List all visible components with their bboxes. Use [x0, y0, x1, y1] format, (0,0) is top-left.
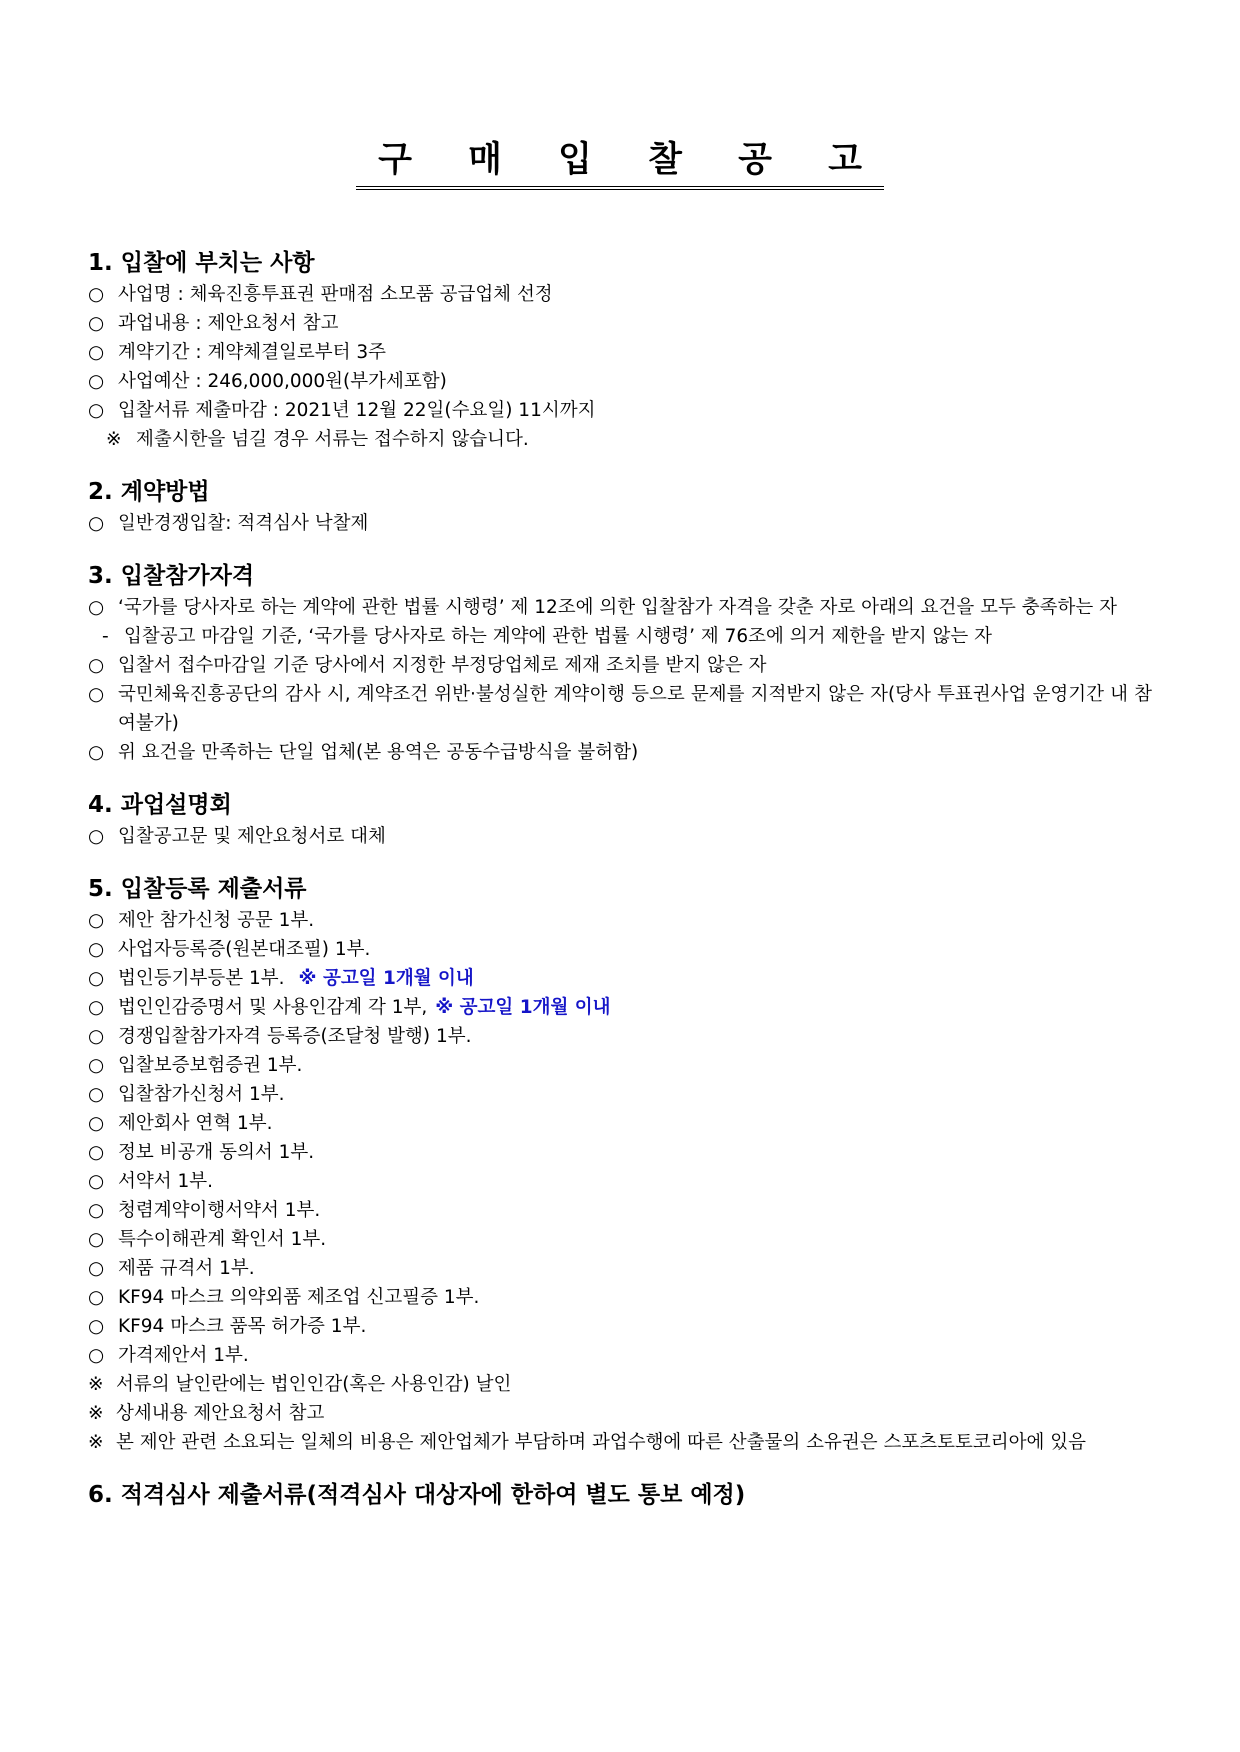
item-text: 제안 참가신청 공문 1부. — [118, 910, 315, 931]
circle-bullet-icon: ○ — [88, 342, 105, 363]
item-text: 가격제안서 1부. — [118, 1345, 249, 1366]
item-text: 사업명 : 체육진흥투표권 판매점 소모품 공급업체 선정 — [118, 284, 553, 305]
section-heading: 2. 계약방법 — [88, 479, 210, 505]
item-text: KF94 마스크 의약외품 제조업 신고필증 1부. — [118, 1287, 480, 1308]
note-item — [88, 1428, 1152, 1457]
item-text: 입찰공고 마감일 기준, ‘국가를 당사자로 하는 계약에 관한 법률 시행령’ 제 76조에 의거 제한을 받지 않는 자 — [124, 626, 992, 647]
list-item — [88, 1283, 1152, 1312]
title-block — [0, 140, 1240, 190]
reference-mark-icon: ※ — [88, 1403, 104, 1424]
list-item — [88, 935, 1152, 964]
list-item — [88, 738, 1152, 767]
list-item — [88, 1341, 1152, 1370]
list-item — [88, 1138, 1152, 1167]
page-title: 구 매 입 찰 공 고 — [356, 140, 884, 190]
circle-bullet-icon: ○ — [88, 997, 105, 1018]
item-text: 일반경쟁입찰: 적격심사 낙찰제 — [118, 513, 369, 534]
list-item — [88, 906, 1152, 935]
circle-bullet-icon: ○ — [88, 284, 105, 305]
item-text: 정보 비공개 동의서 1부. — [118, 1142, 315, 1163]
list-item — [88, 1254, 1152, 1283]
circle-bullet-icon: ○ — [88, 910, 105, 931]
note-item — [88, 425, 1152, 454]
list-item — [88, 1080, 1152, 1109]
list-item — [88, 993, 1152, 1022]
list-item — [88, 1022, 1152, 1051]
item-text: 본 제안 관련 소요되는 일체의 비용은 제안업체가 부담하며 과업수행에 따른 산출물의 소유권은 스포츠토토코리아에 있음 — [116, 1432, 1087, 1453]
circle-bullet-icon: ○ — [88, 1258, 105, 1279]
section-heading: 6. 적격심사 제출서류(적격심사 대상자에 한하여 별도 통보 예정) — [88, 1482, 746, 1508]
list-item — [88, 1167, 1152, 1196]
item-text: 사업예산 : 246,000,000원(부가세포함) — [118, 371, 447, 392]
list-item — [88, 1225, 1152, 1254]
list-item — [88, 367, 1152, 396]
item-text: 제품 규격서 1부. — [118, 1258, 255, 1279]
circle-bullet-icon: ○ — [88, 1287, 105, 1308]
list-item — [88, 1051, 1152, 1080]
list-item — [88, 1196, 1152, 1225]
item-text: 법인인감증명서 및 사용인감계 각 1부, — [118, 997, 428, 1018]
list-item — [88, 651, 1152, 680]
item-text: 국민체육진흥공단의 감사 시, 계약조건 위반·불성실한 계약이행 등으로 문제를 지적받지 않은 자(당사 투표권사업 운영기간 내 참여불가) — [118, 684, 1152, 734]
list-item — [88, 964, 1152, 993]
item-text: 계약기간 : 계약체결일로부터 3주 — [118, 342, 386, 363]
section-briefing — [88, 788, 1152, 851]
highlight-note: ※ 공고일 1개월 이내 — [435, 997, 611, 1018]
reference-mark-icon: ※ — [88, 1432, 104, 1453]
circle-bullet-icon: ○ — [88, 513, 105, 534]
item-text: 경쟁입찰참가자격 등록증(조달청 발행) 1부. — [118, 1026, 472, 1047]
item-text: 사업자등록증(원본대조필) 1부. — [118, 939, 371, 960]
dash-bullet-icon: - — [102, 626, 109, 647]
document-body — [88, 246, 1152, 1533]
circle-bullet-icon: ○ — [88, 826, 105, 847]
item-text: ‘국가를 당사자로 하는 계약에 관한 법률 시행령’ 제 12조에 의한 입찰참가 자격을 갖춘 자로 아래의 요건을 모두 충족하는 자 — [118, 597, 1117, 618]
list-item — [88, 338, 1152, 367]
item-text: 위 요건을 만족하는 단일 업체(본 용역은 공동수급방식을 불허함) — [118, 742, 639, 763]
item-text: 서류의 날인란에는 법인인감(혹은 사용인감) 날인 — [116, 1374, 512, 1395]
list-item — [88, 1109, 1152, 1138]
circle-bullet-icon: ○ — [88, 1026, 105, 1047]
item-text-wrap — [118, 964, 1152, 993]
item-text: 과업내용 : 제안요청서 참고 — [118, 313, 339, 334]
circle-bullet-icon: ○ — [88, 968, 105, 989]
circle-bullet-icon: ○ — [88, 1113, 105, 1134]
circle-bullet-icon: ○ — [88, 313, 105, 334]
list-item — [88, 593, 1152, 622]
list-item — [88, 509, 1152, 538]
item-text: 입찰보증보험증권 1부. — [118, 1055, 303, 1076]
reference-mark-icon: ※ — [106, 429, 122, 450]
item-text: 입찰서 접수마감일 기준 당사에서 지정한 부정당업체로 제재 조치를 받지 않은 자 — [118, 655, 767, 676]
list-item — [88, 1312, 1152, 1341]
circle-bullet-icon: ○ — [88, 1084, 105, 1105]
section-bid-matters — [88, 246, 1152, 454]
item-text: 입찰공고문 및 제안요청서로 대체 — [118, 826, 386, 847]
section-heading: 3. 입찰참가자격 — [88, 563, 255, 589]
list-item — [88, 396, 1152, 425]
item-text-wrap — [118, 993, 1152, 1022]
circle-bullet-icon: ○ — [88, 939, 105, 960]
item-text: 법인등기부등본 1부. — [118, 968, 285, 989]
note-item — [88, 1399, 1152, 1428]
section-heading: 5. 입찰등록 제출서류 — [88, 876, 307, 902]
section-qualification-documents — [88, 1478, 1152, 1512]
item-text: 제출시한을 넘길 경우 서류는 접수하지 않습니다. — [136, 429, 529, 450]
list-item — [88, 822, 1152, 851]
circle-bullet-icon: ○ — [88, 742, 105, 763]
section-registration-documents — [88, 872, 1152, 1457]
circle-bullet-icon: ○ — [88, 597, 105, 618]
sub-item — [88, 622, 1152, 651]
circle-bullet-icon: ○ — [88, 371, 105, 392]
section-contract-method — [88, 475, 1152, 538]
item-text: 청렴계약이행서약서 1부. — [118, 1200, 321, 1221]
section-heading: 1. 입찰에 부치는 사항 — [88, 250, 315, 276]
reference-mark-icon: ※ — [88, 1374, 104, 1395]
circle-bullet-icon: ○ — [88, 1171, 105, 1192]
circle-bullet-icon: ○ — [88, 684, 105, 705]
circle-bullet-icon: ○ — [88, 1055, 105, 1076]
list-item — [88, 309, 1152, 338]
circle-bullet-icon: ○ — [88, 1316, 105, 1337]
highlight-note: ※ 공고일 1개월 이내 — [298, 968, 474, 989]
circle-bullet-icon: ○ — [88, 655, 105, 676]
list-item — [88, 680, 1152, 738]
note-item — [88, 1370, 1152, 1399]
circle-bullet-icon: ○ — [88, 1229, 105, 1250]
list-item — [88, 280, 1152, 309]
section-heading: 4. 과업설명회 — [88, 792, 232, 818]
circle-bullet-icon: ○ — [88, 1142, 105, 1163]
circle-bullet-icon: ○ — [88, 1345, 105, 1366]
item-text: 서약서 1부. — [118, 1171, 214, 1192]
item-text: 입찰참가신청서 1부. — [118, 1084, 285, 1105]
item-text: 제안회사 연혁 1부. — [118, 1113, 273, 1134]
circle-bullet-icon: ○ — [88, 1200, 105, 1221]
item-text: 상세내용 제안요청서 참고 — [116, 1403, 325, 1424]
item-text: 특수이해관계 확인서 1부. — [118, 1229, 327, 1250]
item-text: 입찰서류 제출마감 : 2021년 12월 22일(수요일) 11시까지 — [118, 400, 596, 421]
circle-bullet-icon: ○ — [88, 400, 105, 421]
section-eligibility — [88, 559, 1152, 767]
item-text: KF94 마스크 품목 허가증 1부. — [118, 1316, 367, 1337]
